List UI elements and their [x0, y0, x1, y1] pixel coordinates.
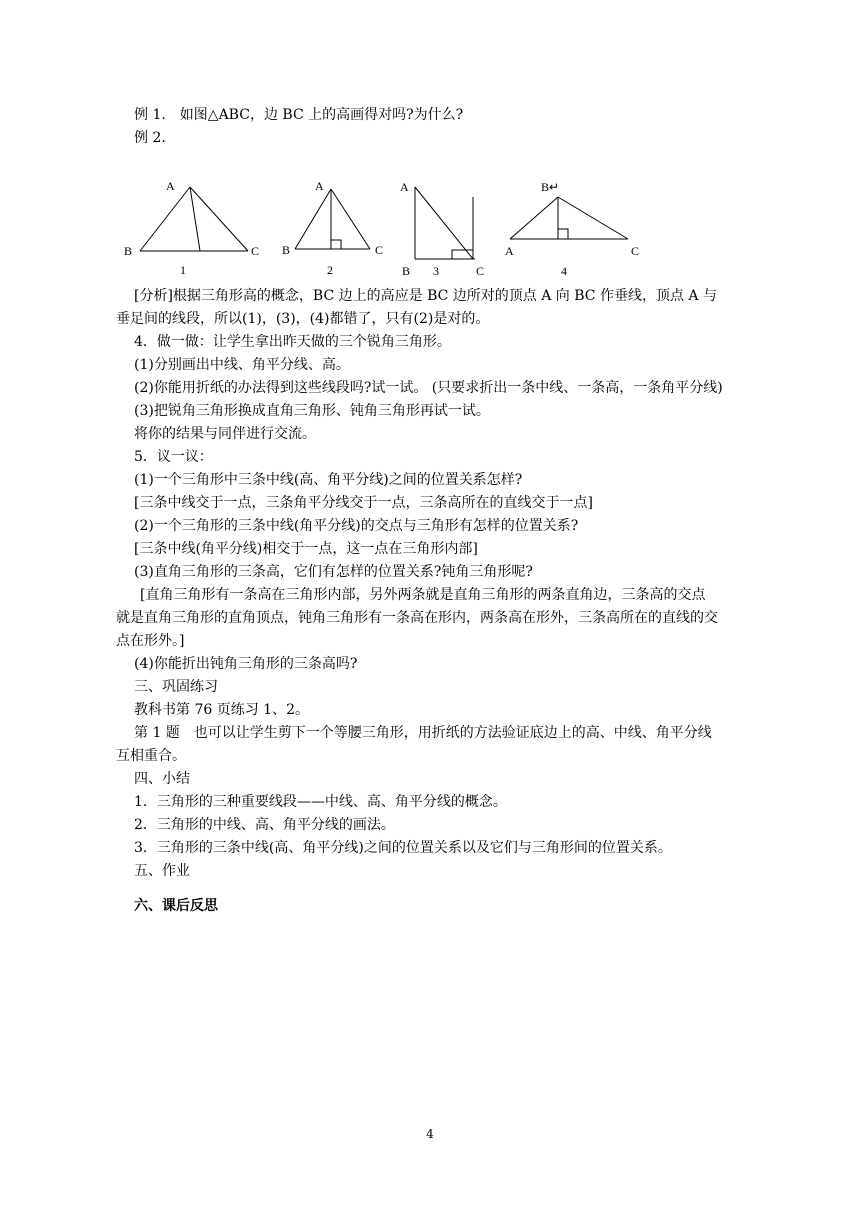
section-3-text-2: 第 1 题 也可以让学生剪下一个等腰三角形，用折纸的方法验证底边上的高、中线、角平分线	[134, 725, 712, 741]
fig2-label-c: C	[375, 243, 384, 257]
example-1: 例 1. 如图△ABC，边 BC 上的高画得对吗?为什么?	[134, 107, 464, 123]
figure-3	[415, 187, 475, 259]
section-3-heading: 三、巩固练习	[134, 679, 218, 695]
fig2-label-b: B	[282, 243, 291, 257]
step-5-answer-2: [三条中线(角平分线)相交于一点，这一点在三角形内部]	[134, 541, 478, 557]
fig3-label-c: C	[476, 264, 485, 278]
step-5-question-3: (3)直角三角形的三条高，它们有怎样的位置关系?钝角三角形呢?	[134, 564, 533, 580]
step-5-question-1: (1)一个三角形中三条中线(高、角平分线)之间的位置关系怎样?	[134, 472, 523, 488]
step-5-question-4: (4)你能折出钝角三角形的三条高吗?	[134, 656, 358, 672]
section-4-heading: 四、小结	[134, 771, 190, 787]
figure-4	[510, 197, 628, 239]
fig1-number: 1	[180, 263, 186, 277]
fig1-label-c: C	[251, 244, 260, 258]
fig4-number: 4	[561, 264, 567, 278]
section-3-text-3: 互相重合。	[116, 748, 186, 764]
analysis-line-2: 垂足间的线段，所以(1)，(3)，(4)都错了，只有(2)是对的。	[116, 311, 490, 327]
fig2-label-a: A	[315, 179, 324, 193]
fig4-label-c: C	[631, 244, 640, 258]
step-5-answer-3-line-3: 点在形外。]	[116, 633, 185, 649]
step-4-heading: 4．做一做：让学生拿出昨天做的三个锐角三角形。	[134, 334, 451, 350]
section-6-heading: 六、课后反思	[134, 898, 218, 914]
fig4-label-b: B↵	[541, 180, 560, 194]
step-5-question-2: (2)一个三角形的三条中线(角平分线)的交点与三角形有怎样的位置关系?	[134, 518, 579, 534]
step-5-answer-3-line-1: [直角三角形有一条高在三角形内部，另外两条就是直角三角形的两条直角边，三条高的交点	[140, 587, 706, 603]
page-number: 4	[426, 1127, 434, 1141]
step-5-answer-1: [三条中线交于一点，三条角平分线交于一点，三条高所在的直线交于一点]	[134, 495, 593, 511]
step-5-heading: 5．议一议：	[134, 449, 213, 465]
step-5-answer-3-line-2: 就是直角三角形的直角顶点，钝角三角形有一条高在形内，两条高在形外，三条高所在的直线的交	[116, 610, 718, 626]
fig3-label-b: B	[402, 264, 411, 278]
fig1-label-b: B	[124, 244, 133, 258]
fig3-label-a: A	[400, 180, 409, 194]
section-5-heading: 五、作业	[134, 863, 190, 879]
step-4-item-2: (2)你能用折纸的办法得到这些线段吗?试一试。 (只要求折出一条中线、一条高，一条角平分线)	[134, 380, 723, 396]
fig1-label-a: A	[166, 179, 175, 193]
step-4-item-1: (1)分别画出中线、角平分线、高。	[134, 357, 350, 373]
summary-item-3: 3．三角形的三条中线(高、角平分线)之间的位置关系以及它们与三角形间的位置关系。	[134, 840, 672, 856]
summary-item-1: 1．三角形的三种重要线段——中线、高、角平分线的概念。	[134, 794, 507, 810]
triangle-figures	[110, 175, 670, 285]
summary-item-2: 2．三角形的中线、高、角平分线的画法。	[134, 817, 395, 833]
step-4-item-3: (3)把锐角三角形换成直角三角形、钝角三角形再试一试。	[134, 403, 490, 419]
example-2: 例 2.	[134, 130, 166, 146]
figure-1	[140, 187, 248, 251]
fig2-number: 2	[327, 263, 333, 277]
analysis-line-1: [分析]根据三角形高的概念，BC 边上的高应是 BC 边所对的顶点 A 向 BC 作垂线，顶点 A 与	[134, 288, 717, 304]
figure-2	[295, 189, 370, 249]
section-3-text-1: 教科书第 76 页练习 1、2。	[134, 702, 309, 718]
fig3-number: 3	[433, 264, 439, 278]
step-4-item-4: 将你的结果与同伴进行交流。	[134, 426, 316, 442]
fig4-label-a: A	[505, 244, 514, 258]
